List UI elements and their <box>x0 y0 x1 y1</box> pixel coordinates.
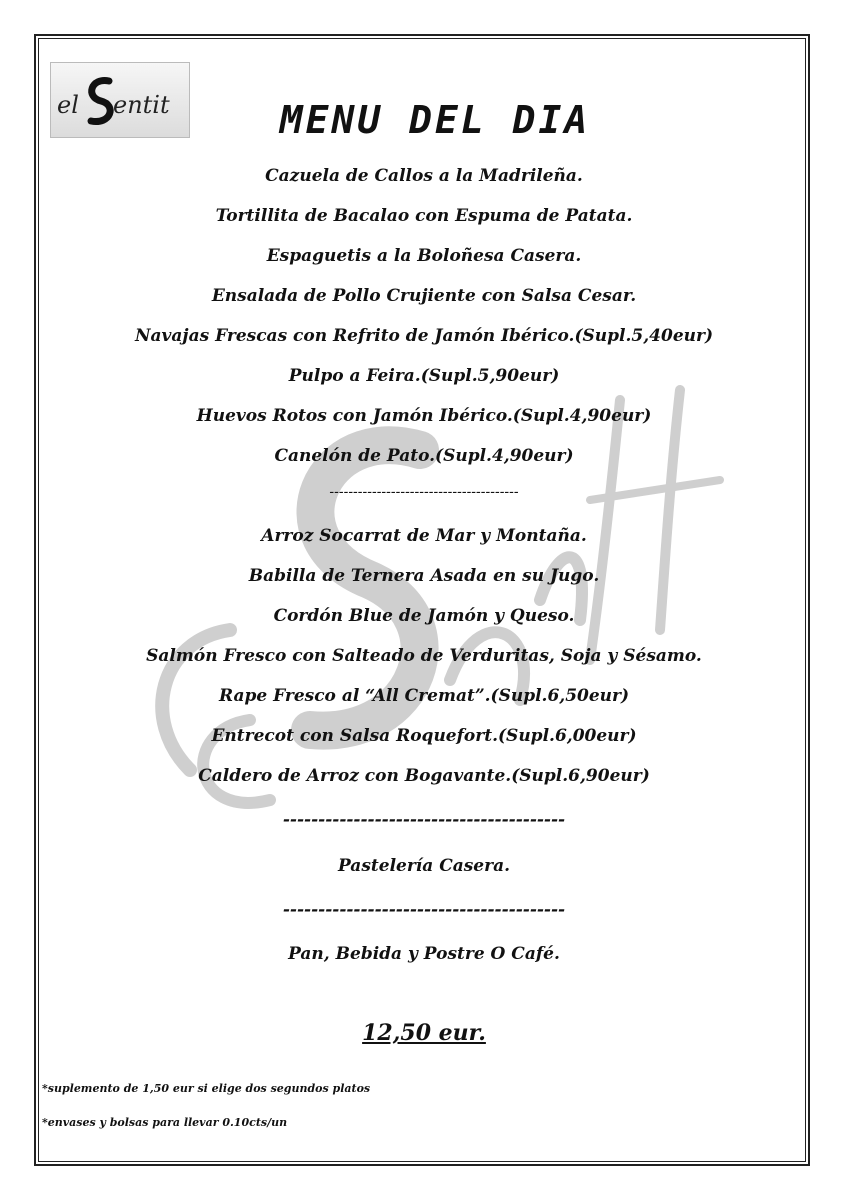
footnote: *envases y bolsas para llevar 0.10cts/un <box>42 1116 288 1129</box>
second-course-item: Arroz Socarrat de Mar y Montaña. <box>261 526 587 546</box>
first-course-item: Navajas Frescas con Refrito de Jamón Ibérico.(Supl.5,40eur) <box>134 326 713 346</box>
section-separator: ---------------------------------------- <box>282 900 566 920</box>
second-course-item: Entrecot con Salsa Roquefort.(Supl.6,00eur) <box>211 726 637 746</box>
first-course-item: Pulpo a Feira.(Supl.5,90eur) <box>288 366 560 386</box>
second-course-item: Salmón Fresco con Salteado de Verduritas, Soja y Sésamo. <box>146 646 702 666</box>
menu-price: 12,50 eur. <box>362 1020 486 1046</box>
first-course-item: Ensalada de Pollo Crujiente con Salsa Cesar. <box>211 286 637 306</box>
first-course-item: Canelón de Pato.(Supl.4,90eur) <box>274 446 574 466</box>
includes-line: Pan, Bebida y Postre O Café. <box>288 944 560 964</box>
second-course-item: Caldero de Arroz con Bogavante.(Supl.6,90eur) <box>198 766 650 786</box>
first-course-item: Tortillita de Bacalao con Espuma de Patata. <box>215 206 633 226</box>
second-course-item: Cordón Blue de Jamón y Queso. <box>273 606 575 626</box>
section-separator: ---------------------------------------- <box>329 484 519 500</box>
svg-text:entit: entit <box>113 91 170 119</box>
first-course-item: Espaguetis a la Boloñesa Casera. <box>266 246 582 266</box>
page-title: MENU DEL DIA <box>279 98 591 142</box>
footnote: *suplemento de 1,50 eur si elige dos segundos platos <box>42 1082 371 1095</box>
svg-text:el: el <box>57 91 79 119</box>
first-course-item: Huevos Rotos con Jamón Ibérico.(Supl.4,90eur) <box>196 406 652 426</box>
first-course-item: Cazuela de Callos a la Madrileña. <box>265 166 583 186</box>
restaurant-logo <box>50 62 190 138</box>
second-course-item: Rape Fresco al “All Cremat”.(Supl.6,50eur) <box>218 686 630 706</box>
second-course-item: Babilla de Ternera Asada en su Jugo. <box>248 566 600 586</box>
section-separator: ---------------------------------------- <box>282 810 566 830</box>
dessert-item: Pastelería Casera. <box>337 856 511 876</box>
restaurant-logo-image <box>51 63 189 137</box>
